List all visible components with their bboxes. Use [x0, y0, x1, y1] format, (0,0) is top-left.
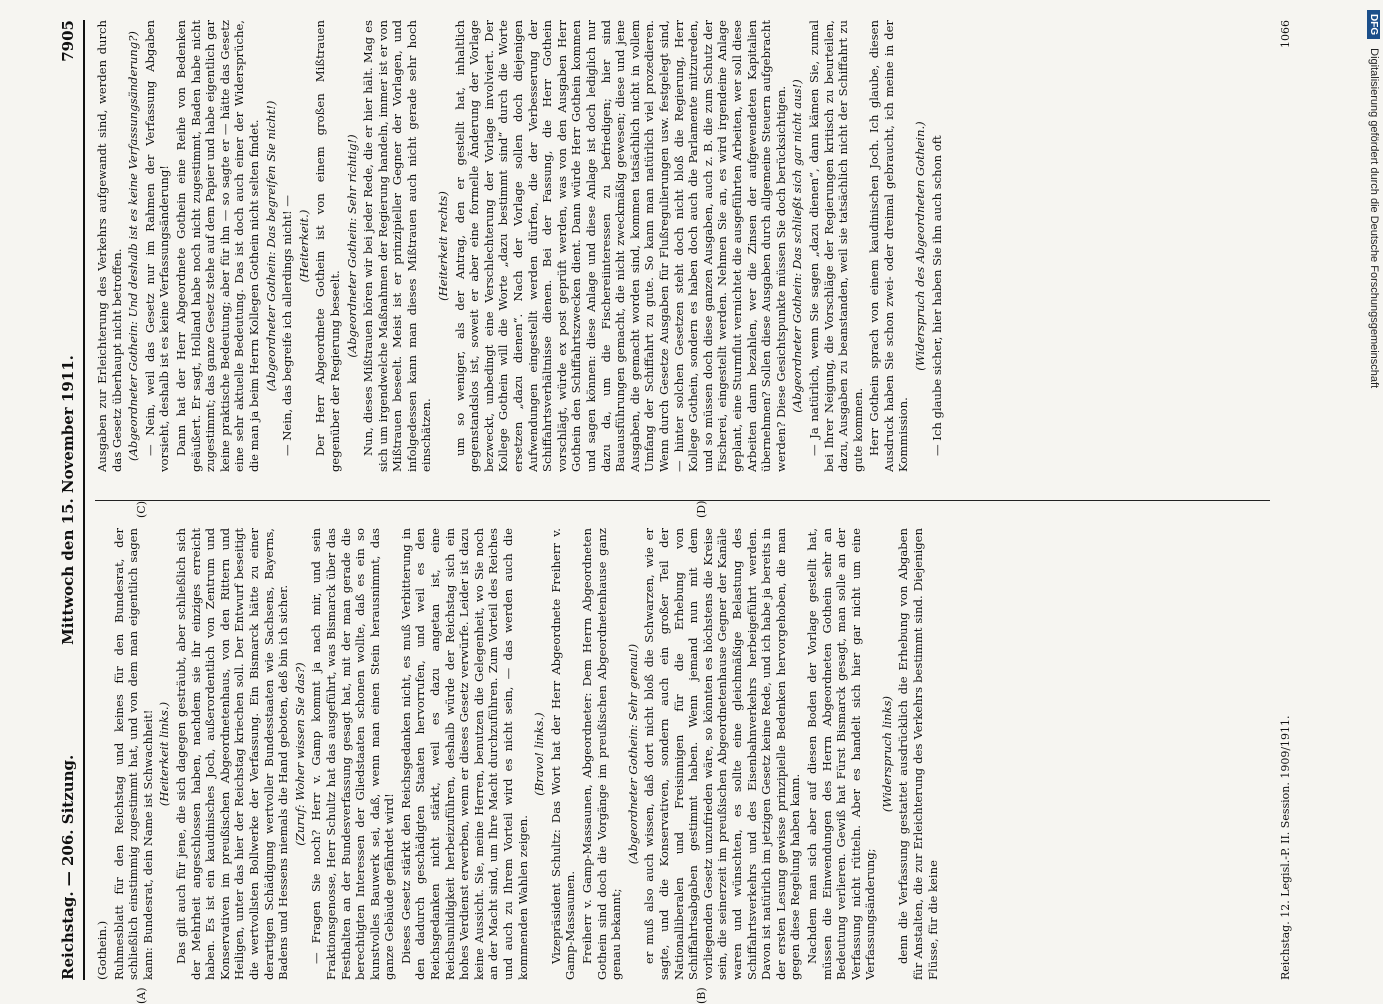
- interjection: (Abgeordneter Gothein: Das schließt sich gar nicht aus!): [790, 79, 805, 413]
- footer-legislature: Reichstag. 12. Legisl.-P. II. Session. 1909/1911.: [1279, 715, 1292, 980]
- interjection: (Heiterkeit rechts): [436, 191, 451, 301]
- paragraph: Der Herr Abgeordnete Gothein ist von einem großen Mißtrauen gegenüber der Regierung beseelt.: [313, 20, 342, 472]
- paragraph: Ausgaben zur Erleichterung des Verkehrs aufgewandt sind, werden durch das Gesetz überhaupt nicht betroffen.: [95, 20, 124, 472]
- paragraph: Nachdem man sich aber auf diesen Boden der Vorlage gestellt hat, müssen die Einwendungen des Herrn Abgeordneten Gothein sehr an Bedeutung verlieren. Gewiß hat Fürst Bismarck gesagt, man solle an der Verfassung nicht rütteln. Aber es handelt sich hier gar nicht um eine Verfassungsänderung;: [804, 528, 878, 980]
- column-divider: [95, 500, 1270, 501]
- paragraph: — Nein, weil das Gesetz nur im Rahmen der Verfassung Abgaben vorsieht, deshalb ist es keine Verfassungsänderung!: [142, 20, 172, 472]
- page-number: 7905: [59, 20, 77, 62]
- interjection: (Widerspruch links): [879, 695, 894, 813]
- interjection: (Bravo! links.): [532, 712, 547, 796]
- margin-marker-b: (B): [695, 987, 708, 1004]
- left-column: [95, 528, 1270, 980]
- paragraph: Herr Gothein sprach von einem kaudinischen Joch. Ich glaube, diesen Ausdruck haben Sie schon zwei- oder dreimal gebraucht, ich meine in der Kommission.: [867, 20, 911, 472]
- interjection: (Abgeordneter Gothein: Das begreifen Sie nicht!): [263, 100, 278, 392]
- paragraph: Dann hat der Herr Abgeordnete Gothein eine Reihe von Bedenken geäußert. Er sagt, Holland habe noch nicht zugestimmt, Baden habe nicht zugestimmt; das ganze Gesetz stehe auf dem Papier und habe eigentlich gar keine praktische Bedeutung; aber für ihn — so sagte er — hätte das Gesetz eine sehr aktuelle Bedeutung. Das ist doch auch einer der Widersprüche, die man ja beim Herrn Kollegen Gothein nicht selten findet.: [173, 20, 261, 472]
- margin-marker-c: (C): [135, 501, 148, 518]
- dfg-logo: DFG: [1367, 10, 1380, 39]
- interjection: (Abgeordneter Gothein: Und deshalb ist es keine Verfassungsänderung?): [126, 31, 141, 461]
- margin-marker-a: (A): [135, 987, 148, 1004]
- interjection: (Heiterkeit.): [296, 209, 311, 283]
- paragraph: — Fragen Sie noch? Herr v. Gamp kommt ja nach mir, und sein Fraktionsgenosse, Herr Schultz hat das ausgeführt, was Bismarck über das Festhalten an der Bundesverfassung gesagt hat, mit der man gerade die berechtigten Interessen der Gliedstaaten schonen wollte, daß es ein so kunstvolles Bauwerk sei, daß, wenn man einen Stein herausnimmt, das ganze Gebäude gefährdet wird!: [309, 528, 397, 980]
- paragraph: Freiherr v. Gamp-Massaunen, Abgeordneter: Dem Herrn Abgeordneten Gothein sind doch die Vorgänge im preußischen Abgeordnetenhause ganz genau bekannt;: [580, 528, 624, 980]
- page-header: [55, 20, 85, 980]
- header-session: Reichstag. — 206. Sitzung.: [59, 754, 77, 980]
- paragraph: (Gothein.): [95, 920, 109, 980]
- page-rotated-content: [55, 20, 1330, 1004]
- paragraph: Dieses Gesetz stärkt den Reichsgedanken nicht, es muß Verbitterung in den dadurch geschädigten Staaten hervorrufen, und weil es den Reichsgedanken nicht stärkt, weil es dazu angetan ist, eine Reichsunlidigkeit herbeizuführen, deshalb würde der Reichstag sich ein hohes Verdienst erwerben, wenn er dieses Gesetz verwürfe. Leider ist dazu keine Aussicht. Sie, meine Herren, benutzen die Gelegenheit, wo Sie noch an der Macht sind, um Ihre Macht durchzuführen. Zum Vorteil des Reiches und auch zu Ihrem Vorteil wird es nicht sein, — das werden auch die kommenden Wahlen zeigen.: [398, 528, 530, 980]
- paragraph: Vizepräsident Schultz: Das Wort hat der Herr Abgeordnete Freiherr v. Gamp-Massaunen.: [548, 528, 578, 980]
- paragraph: um so weniger, als der Antrag, den er gestellt hat, inhaltlich gegenstandslos ist, soweit er aber eine formelle Änderung der Vorlage bezweckt, unbedingt eine Verschlechterung der Vorlage involviert. Der Kollege Gothein will die Worte „dazu bestimmt sind“ durch die Worte ersetzen „dazu dienen“. Nach der Vorlage sollen doch diejenigen Aufwendungen eingestellt werden dürfen, die der Verbesserung der Schiffahrtsverhältnisse dienen. Bei der Fassung, die Herr Gothein vorschlägt, würde ex post geprüft werden, was von den Ausgaben Herr Gothein den Schiffahrtszwecken dient. Dann würde Herr Gothein kommen und sagen können: diese Anlage und diese Anlage ist doch lediglich nur dazu da, um die Fischereiinteressen zu befriedigen; hier sind Bauausführungen gemacht, die nicht zweckmäßig gewesen; diese und jene Ausgaben, die gemacht worden sind, kommen tatsächlich nicht in vollem Umfang der Schiffahrt zu gute. So kann man natürlich viel prozedieren. Wenn durch Gesetze Ausgaben für Flußregulierungen usw. festgelegt sind, — hinter solchen Gesetzen steht doch nicht bloß die Regierung, Herr Kollege Gothein, sondern es haben doch auch die Parlamente mitzureden, und so müssen doch diese ganzen Ausgaben, auch z. B. die zum Schutz der Fischerei, eingestellt werden. Nehmen Sie an, es wird irgendeine Anlage geplant, eine Sturmflut vernichtet die ausgeführten Arbeiten, wer soll diese Arbeiten dann bezahlen, wer die Zinsen der aufgewendeten Kapitalien übernehmen? Sollen diese Ausgaben durch allgemeine Steuern aufgebracht werden? Diese Gesichtspunkte müssen Sie doch berücksichtigen.: [452, 20, 788, 472]
- paragraph: — Ich glaube sicher, hier haben Sie ihn auch schon oft: [929, 135, 944, 456]
- header-date: Mittwoch den 15. November 1911.: [59, 355, 77, 645]
- paragraph: — Ja natürlich, wenn Sie sagen „dazu dienen“, dann kämen Sie, zumal bei Ihrer Neigung, die Vorschläge der Regierungen kritisch zu beurteilen, dazu, Ausgaben zu beanstanden, weil sie tatsächlich nicht der Schiffahrt zu gute kommen.: [806, 20, 865, 472]
- interjection: (Zuruf: Woher wissen Sie das?): [292, 662, 307, 846]
- paragraph: Ruhmesblatt für den Reichstag und keines für den Bundesrat, der schließlich einstimmig zugestimmt hat, und von dem man eigentlich sagen kann: Bundesrat, dein Name ist Schwachheit!: [111, 528, 155, 980]
- right-column: [95, 20, 1270, 472]
- interjection: (Abgeordneter Gothein: Sehr genau!): [625, 643, 640, 865]
- paragraph: er muß also auch wissen, daß dort nicht bloß die Schwarzen, wie er sagte, und die Konservativen, sondern auch ein großer Teil der Nationalliberalen und Freisinnigen für die Erhebung von Schiffahrtsabgaben gestimmt haben. Wenn jemand nun mit dem vorliegenden Gesetz unzufrieden wäre, so könnten es höchstens die Kreise sein, die seinerzeit im preußischen Abgeordnetenhause Gegner der Kanäle waren und wünschten, es sollte eine gleichmäßige Belastung des Schiffahrtsverkehrs und des Eisenbahnverkehrs herbeigeführt werden. Davon ist natürlich im jetzigen Gesetz keine Rede, und ich habe ja bereits in der ersten Lesung gewisse prinzipielle Bedenken hervorgehoben, die man gegen diese Regelung haben kann.: [642, 528, 803, 980]
- interjection: (Abgeordneter Gothein: Sehr richtig!): [344, 134, 359, 358]
- text-columns: [95, 20, 1270, 1004]
- paragraph: denn die Verfassung gestattet ausdrücklich die Erhebung von Abgaben für Anstalten, die zur Erleichterung des Verkehrs bestimmt sind. Diejenigen Flüsse, für die keine: [896, 528, 940, 980]
- paragraph: — Nein, das begreife ich allerdings nicht! —: [280, 195, 295, 456]
- paragraph: Das gilt auch für jene, die sich dagegen gesträubt, aber schließlich sich der Mehrheit angeschlossen haben, nachdem sie ihr einziges erreicht haben. Es ist ein kaudinisches Joch, außerordentlich von Zentrum und Konservativen im preußischen Abgeordnetenhaus, von den Rittern und Heiligen, unter das hier der Reichstag kriechen soll. Der Entwurf beseitigt die wertvollsten Bollwerke der Verfassung. Ein Bismarck hätte zu einer derartigen Schädigung wertvoller Bundesstaaten wie Sachsens, Bayerns, Badens und Hessens niemals die Hand geboten, deß bin ich sicher.: [173, 528, 291, 980]
- margin-marker-d: (D): [695, 500, 708, 518]
- page-footer: [1277, 20, 1301, 980]
- interjection: (Heiterkeit links.): [157, 701, 172, 807]
- paragraph: Nun, dieses Mißtrauen hören wir bei jeder Rede, die er hier hält. Mag es sich um irgendwelche Maßnahmen der Regierung handeln, immer ist er von Mißtrauen beseelt. Meist ist er prinzipieller Gegner der Vorlagen, und infolgedessen kann man dieses Mißtrauen auch nicht gerade sehr hoch einschätzen.: [361, 20, 434, 472]
- digitization-note-text-wrap: [1346, 10, 1380, 990]
- footer-sheet-number: 1066: [1279, 20, 1292, 48]
- digitization-note: [1346, 10, 1380, 990]
- interjection: (Widerspruch des Abgeordneten Gothein.): [913, 121, 928, 371]
- digitization-credit: Digitalisierung gefördert durch die Deutsche Forschungsgemeinschaft: [1368, 48, 1380, 389]
- document-page: [55, 20, 1330, 1004]
